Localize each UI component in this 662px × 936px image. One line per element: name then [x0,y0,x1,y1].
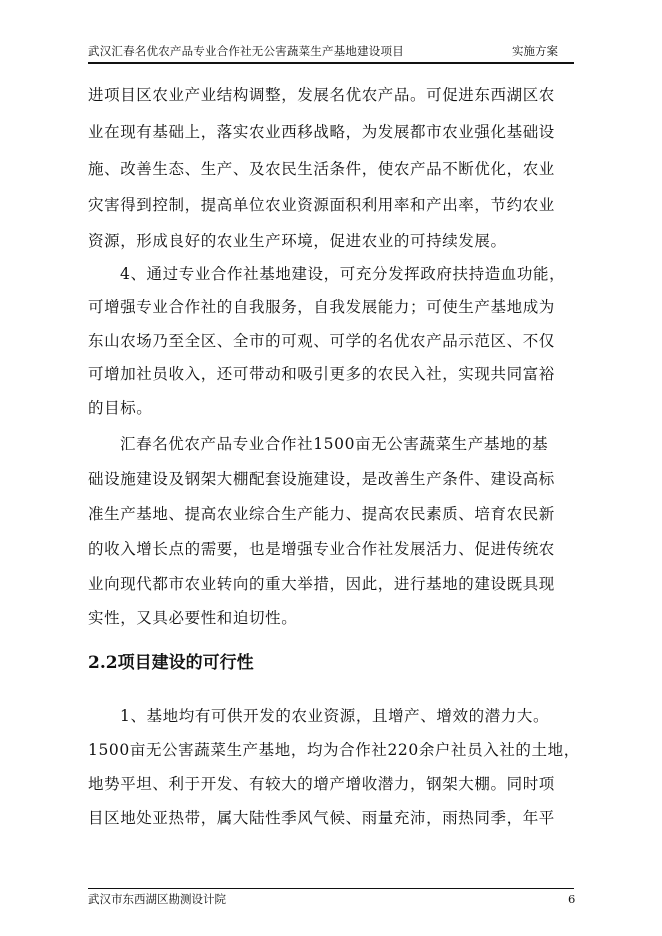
body-line: 业在现有基础上，落实农业西移战略，为发展都市农业强化基础设 [88,123,555,141]
section-line: 地势平坦、利于开发、有较大的增产增收潜力，钢架大棚。同时项 [88,775,555,793]
footer-organization: 武汉市东西湖区勘测设计院 [88,892,226,906]
section-line: 1500亩无公害蔬菜生产基地，均为合作社220余户社员入社的土地， [88,741,580,759]
body-line: 的目标。 [88,399,153,417]
body-line: 准生产基地、提高农业综合生产能力、提高农民素质、培育农民新 [88,505,555,523]
body-line: 灾害得到控制，提高单位农业资源面积利用率和产出率，节约农业 [88,196,555,214]
header-title: 武汉汇春名优农产品专业合作社无公害蔬菜生产基地建设项目 [88,44,404,58]
header-doc-type: 实施方案 [512,44,558,58]
body-line: 的收入增长点的需要，也是增强专业合作社发展活力、促进传统农 [88,540,555,558]
body-line: 4、通过专业合作社基地建设，可充分发挥政府扶持造血功能， [120,265,566,283]
body-line: 资源，形成良好的农业生产环境，促进农业的可持续发展。 [88,232,507,250]
page-header [88,40,574,64]
body-line: 础设施建设及钢架大棚配套设施建设，是改善生产条件、建设高标 [88,470,555,488]
body-line: 可增强专业合作社的自我服务，自我发展能力；可使生产基地成为 [88,298,555,316]
body-line: 可增加社员收入，还可带动和吸引更多的农民入社，实现共同富裕 [88,365,555,383]
section-line: 目区地处亚热带，属大陆性季风气候、雨量充沛，雨热同季，年平 [88,809,555,827]
body-line: 进项目区农业产业结构调整，发展名优农产品。可促进东西湖区农 [88,86,555,104]
page-number: 6 [568,892,576,906]
section-heading: 2.2项目建设的可行性 [88,653,254,673]
body-line: 东山农场乃至全区、全市的可观、可学的名优农产品示范区、不仅 [88,332,555,350]
footer-divider [88,888,574,889]
body-line: 业向现代都市农业转向的重大举措，因此，进行基地的建设既具现 [88,575,555,593]
body-line: 施、改善生态、生产、及农民生活条件，使农产品不断优化，农业 [88,160,555,178]
body-line: 实性，又具必要性和迫切性。 [88,609,298,627]
body-line: 汇春名优农产品专业合作社1500亩无公害蔬菜生产基地的基 [120,435,549,453]
section-line: 1、基地均有可供开发的农业资源，且增产、增效的潜力大。 [120,707,550,725]
